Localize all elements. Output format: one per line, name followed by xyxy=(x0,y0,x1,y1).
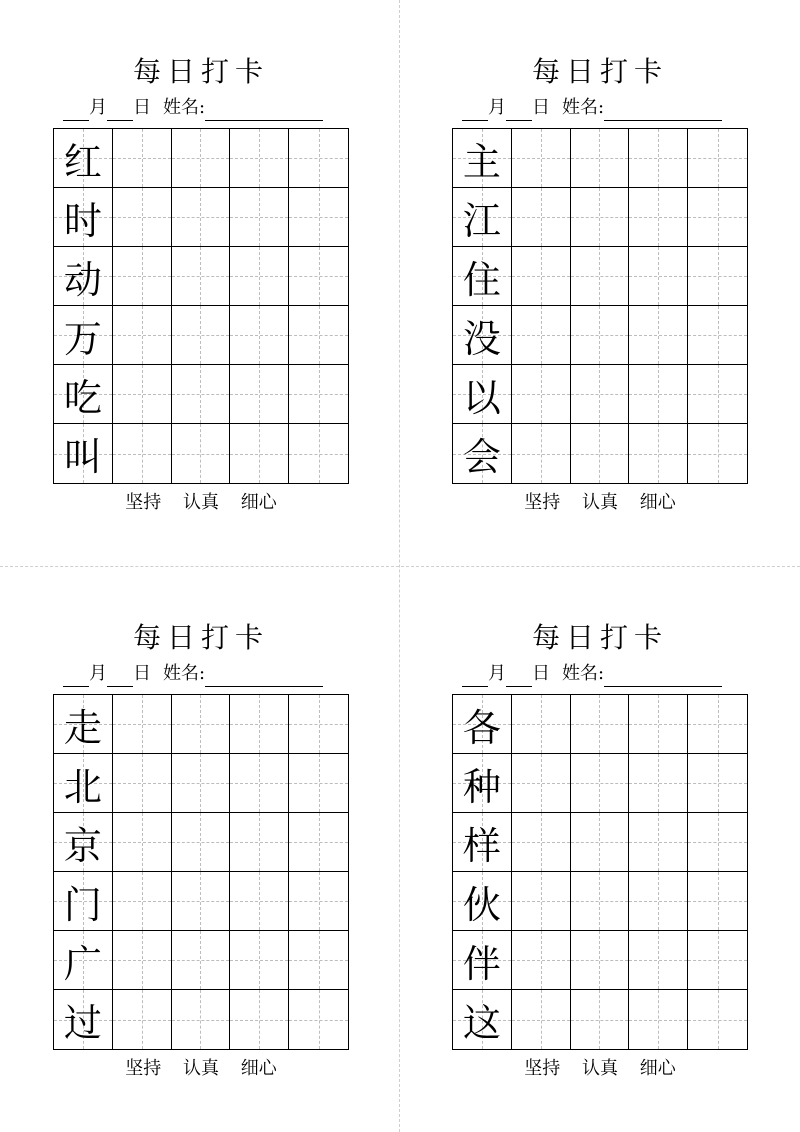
grid-cell-model xyxy=(54,931,113,990)
grid-cell-practice[interactable] xyxy=(289,872,348,931)
grid-cell-model xyxy=(453,129,512,188)
grid-cell-practice[interactable] xyxy=(172,365,231,424)
grid-cell-practice[interactable] xyxy=(289,424,348,483)
model-character: 会 xyxy=(462,435,501,479)
grid-cell-model xyxy=(54,424,113,483)
model-character: 时 xyxy=(63,198,102,243)
grid-cell-practice[interactable] xyxy=(172,188,231,247)
grid-cell-practice[interactable] xyxy=(688,188,747,247)
model-character: 动 xyxy=(63,257,102,302)
grid-cell-practice[interactable] xyxy=(688,424,747,483)
month-label: 月 xyxy=(488,663,506,684)
model-character: 以 xyxy=(462,375,501,420)
motto-careful: 细心 xyxy=(240,492,277,513)
model-character: 没 xyxy=(462,316,501,361)
motto-careful: 细心 xyxy=(639,492,676,513)
grid-cell-practice[interactable] xyxy=(113,695,172,754)
grid-cell-practice[interactable] xyxy=(571,424,630,483)
day-blank[interactable] xyxy=(107,666,133,687)
grid-cell-practice[interactable] xyxy=(571,188,630,247)
writing-grid xyxy=(452,694,748,1050)
grid-cell-practice[interactable] xyxy=(172,931,231,990)
grid-cell-practice[interactable] xyxy=(512,424,571,483)
grid-cell-practice[interactable] xyxy=(571,365,630,424)
grid-cell-practice[interactable] xyxy=(629,872,688,931)
grid-cell-practice[interactable] xyxy=(629,129,688,188)
grid-cell-model xyxy=(54,129,113,188)
motto-serious: 认真 xyxy=(582,1058,618,1079)
grid-cell-model xyxy=(453,813,512,872)
model-character: 万 xyxy=(63,316,102,361)
grid-cell-model xyxy=(54,247,113,306)
grid-cell-practice[interactable] xyxy=(113,990,172,1049)
grid-cell-practice[interactable] xyxy=(113,306,172,365)
model-character: 样 xyxy=(462,823,501,868)
grid-cell-practice[interactable] xyxy=(571,990,630,1049)
card-title: 每日打卡 xyxy=(132,55,269,88)
date-name-line xyxy=(63,95,323,121)
grid-cell-practice[interactable] xyxy=(172,247,231,306)
grid-cell-model xyxy=(54,813,113,872)
month-label: 月 xyxy=(89,663,107,684)
model-character: 吃 xyxy=(63,375,102,420)
grid-cell-model xyxy=(54,188,113,247)
grid-cell-practice[interactable] xyxy=(688,365,747,424)
card-title: 每日打卡 xyxy=(531,621,668,654)
motto-line xyxy=(452,1056,748,1082)
grid-cell-practice[interactable] xyxy=(113,424,172,483)
writing-grid xyxy=(452,128,748,484)
grid-cell-practice[interactable] xyxy=(688,247,747,306)
motto-serious: 认真 xyxy=(183,492,219,513)
grid-cell-practice[interactable] xyxy=(688,754,747,813)
grid-cell-practice[interactable] xyxy=(512,129,571,188)
grid-cell-practice[interactable] xyxy=(230,247,289,306)
name-label: 姓名: xyxy=(562,663,605,684)
grid-cell-practice[interactable] xyxy=(230,129,289,188)
writing-grid xyxy=(53,694,349,1050)
grid-cell-practice[interactable] xyxy=(571,306,630,365)
grid-cell-practice[interactable] xyxy=(512,931,571,990)
grid-cell-practice[interactable] xyxy=(688,931,747,990)
grid-cell-model xyxy=(54,990,113,1049)
motto-persist: 坚持 xyxy=(125,492,162,513)
grid-cell-practice[interactable] xyxy=(172,754,231,813)
model-character: 伙 xyxy=(462,882,501,927)
grid-cell-model xyxy=(453,695,512,754)
date-name-line xyxy=(63,661,323,687)
grid-cell-practice[interactable] xyxy=(571,695,630,754)
model-character: 主 xyxy=(462,139,501,184)
day-label: 日 xyxy=(133,663,151,684)
grid-cell-practice[interactable] xyxy=(113,129,172,188)
grid-cell-practice[interactable] xyxy=(688,990,747,1049)
grid-cell-practice[interactable] xyxy=(629,754,688,813)
grid-cell-practice[interactable] xyxy=(571,813,630,872)
model-character: 广 xyxy=(63,941,102,986)
month-label: 月 xyxy=(488,97,506,118)
grid-cell-model xyxy=(453,931,512,990)
grid-cell-practice[interactable] xyxy=(571,247,630,306)
grid-cell-practice[interactable] xyxy=(688,813,747,872)
grid-cell-practice[interactable] xyxy=(512,306,571,365)
motto-line xyxy=(53,490,349,516)
month-label: 月 xyxy=(89,97,107,118)
month-blank[interactable] xyxy=(63,100,89,121)
grid-cell-practice[interactable] xyxy=(512,813,571,872)
grid-cell-practice[interactable] xyxy=(289,129,348,188)
name-blank[interactable] xyxy=(604,666,722,687)
motto-persist: 坚持 xyxy=(524,1058,561,1079)
name-label: 姓名: xyxy=(163,663,206,684)
date-name-line xyxy=(462,661,722,687)
grid-cell-model xyxy=(54,754,113,813)
motto-careful: 细心 xyxy=(240,1058,277,1079)
grid-cell-model xyxy=(54,872,113,931)
grid-cell-model xyxy=(453,872,512,931)
grid-cell-practice[interactable] xyxy=(230,990,289,1049)
grid-cell-practice[interactable] xyxy=(512,695,571,754)
model-character: 伴 xyxy=(462,941,501,986)
grid-cell-practice[interactable] xyxy=(289,990,348,1049)
grid-cell-model xyxy=(54,695,113,754)
grid-cell-practice[interactable] xyxy=(113,188,172,247)
model-character: 红 xyxy=(63,139,102,184)
grid-cell-practice[interactable] xyxy=(172,695,231,754)
month-blank[interactable] xyxy=(462,100,488,121)
grid-cell-practice[interactable] xyxy=(113,754,172,813)
grid-cell-practice[interactable] xyxy=(512,754,571,813)
grid-cell-practice[interactable] xyxy=(230,306,289,365)
grid-cell-model xyxy=(54,306,113,365)
grid-cell-practice[interactable] xyxy=(230,188,289,247)
motto-careful: 细心 xyxy=(639,1058,676,1079)
grid-cell-model xyxy=(453,247,512,306)
grid-cell-practice[interactable] xyxy=(512,365,571,424)
grid-cell-practice[interactable] xyxy=(172,129,231,188)
checkin-card xyxy=(53,0,349,530)
grid-cell-practice[interactable] xyxy=(289,306,348,365)
model-character: 门 xyxy=(63,882,102,927)
model-character: 北 xyxy=(63,764,102,809)
name-label: 姓名: xyxy=(163,97,206,118)
grid-cell-practice[interactable] xyxy=(230,695,289,754)
grid-cell-practice[interactable] xyxy=(571,872,630,931)
checkin-card xyxy=(452,566,748,1096)
grid-cell-model xyxy=(453,306,512,365)
grid-cell-practice[interactable] xyxy=(571,754,630,813)
name-blank[interactable] xyxy=(205,666,323,687)
card-title: 每日打卡 xyxy=(531,55,668,88)
model-character: 走 xyxy=(63,705,102,750)
grid-cell-practice[interactable] xyxy=(512,990,571,1049)
motto-persist: 坚持 xyxy=(125,1058,162,1079)
model-character: 种 xyxy=(462,764,501,809)
model-character: 过 xyxy=(63,1001,102,1045)
motto-line xyxy=(53,1056,349,1082)
day-label: 日 xyxy=(532,97,550,118)
day-blank[interactable] xyxy=(107,100,133,121)
date-name-line xyxy=(462,95,722,121)
grid-cell-practice[interactable] xyxy=(571,129,630,188)
card-title: 每日打卡 xyxy=(132,621,269,654)
grid-cell-model xyxy=(453,754,512,813)
grid-cell-practice[interactable] xyxy=(230,424,289,483)
month-blank[interactable] xyxy=(462,666,488,687)
grid-cell-practice[interactable] xyxy=(629,990,688,1049)
day-blank[interactable] xyxy=(506,100,532,121)
grid-cell-practice[interactable] xyxy=(113,365,172,424)
grid-cell-practice[interactable] xyxy=(113,247,172,306)
grid-cell-practice[interactable] xyxy=(688,695,747,754)
grid-cell-practice[interactable] xyxy=(512,247,571,306)
grid-cell-practice[interactable] xyxy=(629,365,688,424)
grid-cell-practice[interactable] xyxy=(113,813,172,872)
model-character: 江 xyxy=(462,198,501,243)
model-character: 住 xyxy=(462,257,501,302)
grid-cell-practice[interactable] xyxy=(571,931,630,990)
motto-serious: 认真 xyxy=(582,492,618,513)
grid-cell-practice[interactable] xyxy=(289,247,348,306)
grid-cell-practice[interactable] xyxy=(289,695,348,754)
grid-cell-practice[interactable] xyxy=(688,872,747,931)
grid-cell-practice[interactable] xyxy=(289,188,348,247)
motto-serious: 认真 xyxy=(183,1058,219,1079)
name-blank[interactable] xyxy=(604,100,722,121)
grid-cell-model xyxy=(453,365,512,424)
grid-cell-practice[interactable] xyxy=(172,306,231,365)
name-blank[interactable] xyxy=(205,100,323,121)
grid-cell-practice[interactable] xyxy=(230,931,289,990)
grid-cell-practice[interactable] xyxy=(289,931,348,990)
grid-cell-practice[interactable] xyxy=(172,813,231,872)
grid-cell-model xyxy=(54,365,113,424)
model-character: 这 xyxy=(462,1001,501,1045)
day-label: 日 xyxy=(532,663,550,684)
grid-cell-practice[interactable] xyxy=(289,365,348,424)
model-character: 京 xyxy=(63,823,102,868)
grid-cell-model xyxy=(453,188,512,247)
grid-cell-model xyxy=(453,424,512,483)
motto-persist: 坚持 xyxy=(524,492,561,513)
grid-cell-practice[interactable] xyxy=(230,813,289,872)
name-label: 姓名: xyxy=(562,97,605,118)
grid-cell-practice[interactable] xyxy=(172,990,231,1049)
grid-cell-practice[interactable] xyxy=(230,754,289,813)
checkin-card xyxy=(452,0,748,530)
grid-cell-practice[interactable] xyxy=(512,188,571,247)
day-label: 日 xyxy=(133,97,151,118)
model-character: 叫 xyxy=(63,435,102,479)
grid-cell-model xyxy=(453,990,512,1049)
grid-cell-practice[interactable] xyxy=(629,695,688,754)
grid-cell-practice[interactable] xyxy=(289,754,348,813)
grid-cell-practice[interactable] xyxy=(172,424,231,483)
grid-cell-practice[interactable] xyxy=(512,872,571,931)
grid-cell-practice[interactable] xyxy=(629,247,688,306)
grid-cell-practice[interactable] xyxy=(688,129,747,188)
grid-cell-practice[interactable] xyxy=(629,188,688,247)
month-blank[interactable] xyxy=(63,666,89,687)
grid-cell-practice[interactable] xyxy=(113,872,172,931)
grid-cell-practice[interactable] xyxy=(688,306,747,365)
grid-cell-practice[interactable] xyxy=(629,813,688,872)
checkin-card xyxy=(53,566,349,1096)
grid-cell-practice[interactable] xyxy=(629,931,688,990)
grid-cell-practice[interactable] xyxy=(113,931,172,990)
grid-cell-practice[interactable] xyxy=(629,306,688,365)
grid-cell-practice[interactable] xyxy=(172,872,231,931)
grid-cell-practice[interactable] xyxy=(289,813,348,872)
motto-line xyxy=(452,490,748,516)
writing-grid xyxy=(53,128,349,484)
grid-cell-practice[interactable] xyxy=(230,365,289,424)
day-blank[interactable] xyxy=(506,666,532,687)
grid-cell-practice[interactable] xyxy=(230,872,289,931)
model-character: 各 xyxy=(462,705,501,750)
grid-cell-practice[interactable] xyxy=(629,424,688,483)
